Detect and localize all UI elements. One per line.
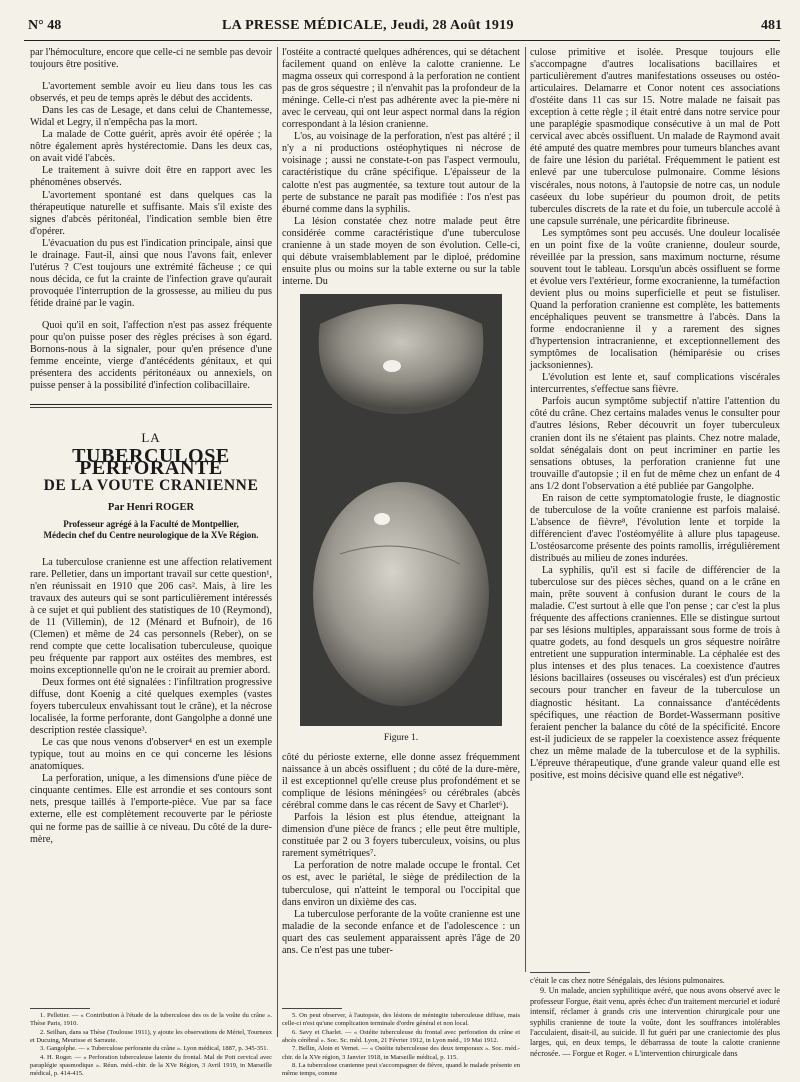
- article-title: TUBERCULOSE PERFORANTE: [72, 445, 230, 480]
- paragraph: Les symptômes sont peu accusés. Une douleur localisée en un point fixe de la voûte cranienne, douleur sourde, réveillée par la pression, sans maximum nocturne, résume souvent tout le tableau. Lorsqu'un abcès ossifluent se forme et évolue vers l'extérieur, forme exocranienne, la tuméfaction devient plus ou moins superficielle et peut se fistuliser. Quand la perforation cranienne est complète, les battements encéphaliques peuvent se transmettre à l'abcès. Dans la forme endocranienne il y a rarement des signes d'hypertension intracranienne, et exceptionnellement des symptômes de localisation (hémiparésie ou crises jacksoniennes).: [530, 227, 780, 372]
- paragraph: Le cas que nous venons d'observer⁴ en est un exemple typique, tout au moins en ce qui concerne les lésions anatomiques.: [30, 737, 272, 773]
- paragraph: Parfois la lésion est plus étendue, atteignant la dimension d'une pièce de francs ; elle peut être multiple, constituée par 2 ou 3 foyers tuberculeux, voisins, ou plus rarement symétriques⁷.: [282, 812, 520, 860]
- page-header: [22, 18, 792, 38]
- paragraph: L'avortement semble avoir eu lieu dans tous les cas observés, et peu de temps après le début des accidents.: [30, 81, 272, 105]
- author-affiliation: [30, 519, 272, 541]
- column-3: [530, 47, 780, 782]
- section-rule: [30, 407, 272, 408]
- footnote: 7. Bellin, Aloin et Vernet. — « Ostéite tuberculeuse des deux temporaux ». Soc. méd.-chir. de la XVe région, 3 Janvier 1918, in Marseille médical, p. 115.: [282, 1045, 520, 1061]
- footnote: 1. Pelletier. — « Contribution à l'étude de la tuberculose des os de la voûte du crâne ». Thèse Paris, 1910.: [30, 1012, 272, 1028]
- footnote: 3. Gangolphe. — « Tuberculose perforante du crâne ». Lyon médical, 1887, p. 345-351.: [40, 1045, 269, 1053]
- footnote: c'était le cas chez notre Sénégalais, des lésions pulmonaires.: [530, 976, 725, 985]
- paragraph: Dans les cas de Lesage, et dans celui de Chantemesse, Widal et Legry, il n'empêcha pas la mort.: [30, 105, 272, 129]
- issue-number: N° 48: [28, 18, 62, 33]
- figure-caption: Figure 1.: [383, 732, 419, 743]
- paragraph: L'évacuation du pus est l'indication principale, ainsi que le drainage. Faut-il, ainsi que nous l'avons fait, enlever l'utérus ? C'est toujours une extrémité fâcheuse ; ce qui nous décida, ce fut la crainte de l'infection grave qu'aurait provoquée l'interruption de la grossesse, au milieu du pus fétide drainé par le vagin.: [30, 237, 272, 309]
- footnotes-column-2: [282, 1012, 520, 1079]
- paragraph: Quoi qu'il en soit, l'affection n'est pas assez fréquente pour qu'on puisse poser des règles précises à son égard. Bornons-nous à la signaler, pour qu'en présence d'une femme enceinte, vierge d'antécédents génitaux, et qui présentera des accidents péritonéaux ou annexiels, on puisse penser à la possibilité d'infection colibacillaire.: [30, 319, 272, 392]
- footnote: 9. Un malade, ancien syphilitique avéré, que nous avons observé avec le professeur Forgue, était venu, après échec d'un traitement mercuriel et ioduré intensif, réclamer à grands cris une intervention chirurgicale pour une syphilis cranienne de toute la voûte, dont les souffrances intolérables l'acculaient, disait-il, au suicide. Il fut guéri par une craniectomie des plus larges, qui, en deux temps, le débarrassa de toute la calotte cranienne nécrosée. — Forgue et Roger. « L'intervention chirurgicale dans: [530, 986, 780, 1058]
- footnote-rule: [282, 1008, 342, 1009]
- skull-image: [300, 294, 502, 726]
- paragraph: La syphilis, qu'il est si facile de différencier de la tuberculose sur des pièces sèches, quand on a le crâne en main, prête souvent à confusion durant le cours de la maladie. C'est surtout à elle que l'on pense ; car c'est la plus fréquente des affections craniennes. Elle se distingue surtout par ses lésions multiples, apparaissant sous forme de trois à quatre godets, au fond desquels un gros séquestre noirâtre entretient une suppuration interminable. La céphalée est des plus intenses et des plus tenaces. La coexistence d'autres lésions bacillaires (osseuses ou viscérales) est d'un précieux secours pour trancher en faveur de la tuberculose un diagnostic hésitant. La connaissance d'antécédents spécifiques, une réaction de Bordet-Wassermann positive feraient pencher la balance du côté de la spécificité. Encore est-il judicieux de se rappeler la coexistence assez fréquente chez un même malade de la tuberculose et de la syphilis. L'épreuve thérapeutique, d'une grande valeur quand elle est positive, est moins décisive quand elle est négative⁹.: [530, 565, 780, 781]
- affiliation-line: Professeur agrégé à la Faculté de Montpellier,: [63, 518, 239, 529]
- footnotes-column-1: [30, 1012, 272, 1079]
- article-subtitle: DE LA VOUTE CRANIENNE: [43, 477, 259, 495]
- page-number: 481: [761, 18, 782, 33]
- paragraph: l'ostéite a contracté quelques adhérences, qui se détachent facilement quand on enlève la calotte cranienne. Le magma osseux qui correspond à la perforation ne contient pas de gros séquestre ; il n'envahit pas la profondeur de la méninge. Celle-ci n'est pas adhérente avec la pie-mère ni avec le cerveau, qui ont leur aspect normal dans la région correspondant à la lésion cranienne.: [282, 47, 520, 131]
- column-2: [282, 47, 520, 957]
- paragraph: En raison de cette symptomatologie fruste, le diagnostic de tuberculose de la voûte cranienne est parfois malaisé. L'absence de fièvre⁸, l'évolution lente et torpide la différencient d'avec l'ostéomyélite à allure plus tapageuse. L'ostéosarcome présente des points ramollis, irrégulièrement distribués au milieu de zones indurées.: [530, 492, 780, 564]
- paragraph: La tuberculose cranienne est une affection relativement rare. Pelletier, dans un important travail sur cette question¹, n'en réunissait en 1910 que 206 cas². Mais, à lire les travaux des auteurs qui se sont particulièrement intéressés à ce sujet et qui publient des statistiques de 10 (Reymond), de 11 (Villemin), de 12 (Ménard et Bufnoir), de 16 (Clemen) et même de 24 cas personnels (Reber), on se rend compte que cette localisation tuberculeuse, quoique peu fréquente par rapport aux ostéites des membres, est moins exceptionnelle qu'on ne le croirait au premier abord.: [30, 556, 272, 676]
- footnote: 4. H. Roger. — « Perforation tuberculeuse latente du frontal. Mal de Pott cervical avec paraplégie spasmodique ». Réun. méd.-chir. de la XVe Région, 3 Avril 1919, in Marseille médical, p. 414-415.: [30, 1053, 272, 1078]
- article-heading: [30, 432, 272, 540]
- paragraph: culose primitive et isolée. Presque toujours elle s'accompagne d'autres localisations bacillaires et particulièrement d'autres manifestations osseuses ou ostéo-articulaires. Delamarre et Conor notent ces associations d'ostéite dans 11 cas sur 15. Notre malade ne faisait pas exception à cette règle ; il était entré dans notre service pour une paraplégie spasmodique consécutive à un mal de Pott cervical avec abcès ossifluent. Un malade de Raymond avait été amputé des quatre membres pour tumeurs blanches avant de faire une lésion du pariétal. Fréquemment le patient est enlevé par une tuberculose pulmonaire. Comme lésions viscérales, nous notons, à l'autopsie de notre cas, un nodule caséeux du lobe supérieur du poumon droit, de petits tubercules discrets de la rate et du foie, un tubercule accolé à une capsule surrénale, une péricardite fibrineuse.: [530, 47, 780, 227]
- paragraph: La lésion constatée chez notre malade peut être considérée comme caractéristique d'une tuberculose cranienne à un stade moyen de son évolution. Celle-ci, qui débute vraisemblablement par le diploé, prédomine ensuite plus ou moins sur la table externe ou sur la table interne. Du: [282, 215, 520, 287]
- skull-photograph: [300, 294, 502, 726]
- section-rule: [30, 404, 272, 405]
- paragraph: par l'hémoculture, encore que celle-ci ne semble pas devoir toujours être positive.: [30, 47, 272, 71]
- paragraph: L'avortement spontané est dans quelques cas la thérapeutique naturelle et suffisante. Mais s'il existe des signes d'abcès péritonéal, l'indication semble bien être d'opérer.: [30, 189, 272, 237]
- footnote: 2. Seilhan, dans sa Thèse (Toulouse 1911), y ajoute les observations de Mériel, Tourneux et Ducuing, Meurisse et Sarraute.: [30, 1028, 272, 1044]
- article-byline: Par Henri ROGER: [107, 502, 195, 514]
- paragraph: côté du périoste externe, elle donne assez fréquemment naissance à un abcès ossifluent ; du côté de la dure-mère, il est exceptionnel qu'elle creuse plus profondément et se complique de lésions méningées⁵ ou cérébrales (abcès cérébral comme dans le cas récent de Savy et Charlet⁶).: [282, 751, 520, 812]
- paragraph: La malade de Cotte guérit, après avoir été opérée ; la nôtre également après hystérectomie. Dans les deux cas, on avait vidé l'abcès.: [30, 129, 272, 165]
- column-1: [30, 47, 272, 846]
- footnote: 6. Savy et Charlet. — « Ostéite tuberculeuse du frontal avec perforation du crâne et abcès cérébral ». Soc. Sc. méd. Lyon, 21 Février 1912, in Lyon méd., 19 Mai 1912.: [282, 1028, 520, 1044]
- figure: [282, 294, 520, 744]
- article-prefix: LA: [141, 430, 161, 446]
- affiliation-line: Médecin chef du Centre neurologique de la XVe Région.: [43, 529, 259, 540]
- paragraph: La perforation de notre malade occupe le frontal. Cet os est, avec le pariétal, le siège de prédilection de la tuberculose, qui n'atteint le temporal ou l'occipital que dans environ un dixième des cas.: [282, 860, 520, 908]
- footnote-rule: [530, 972, 590, 973]
- footnote: 5. On peut observer, à l'autopsie, des lésions de méningite tuberculeuse diffuse, mais celle-ci n'est qu'une complication terminale d'ordre général et non local.: [282, 1012, 520, 1028]
- paragraph: Deux formes ont été signalées : l'infiltration progressive diffuse, dont Koenig a cité quelques exemples (vastes foyers tuberculeux envahissant tout le crâne), et la nécrose localisée, la forme perforante, dont Gangolphe a donné une description restée classique³.: [30, 676, 272, 737]
- paragraph: La tuberculose perforante de la voûte cranienne est une maladie de la seconde enfance et de l'adolescence : un quart des cas seulement apparaissent après l'âge de 20 ans. Ce n'est pas une tuber-: [282, 908, 520, 956]
- paragraph: L'os, au voisinage de la perforation, n'est pas altéré ; il n'y a ni productions ostéophytiques ni nécrose de voisinage ; aussi ne constate-t-on pas l'aspect vermoulu, caractéristique du crâne spécifique. L'épaisseur de la calotte n'est pas augmentée, sa texture tout autour de la perte de substance ne paraît pas modifiée : l'os n'est pas éburné comme dans la syphilis.: [282, 131, 520, 215]
- footnote-rule: [30, 1008, 90, 1009]
- column-divider: [525, 47, 526, 972]
- column-divider: [277, 47, 278, 1037]
- paragraph: La perforation, unique, a les dimensions d'une pièce de cinquante centimes. Elle est arrondie et ses contours sont nets, presque taillés à l'emporte-pièce. Vue par sa face externe, elle est complètement recouverte par le périoste qui ne forme pas de saillie à ce niveau. Du côté de la dure-mère,: [30, 773, 272, 845]
- paragraph: L'évolution est lente et, sauf complications viscérales intercurrentes, s'effectue sans fièvre.: [530, 372, 780, 396]
- paragraph: Le traitement à suivre doit être en rapport avec les phénomènes observés.: [30, 165, 272, 189]
- journal-title: LA PRESSE MÉDICALE, Jeudi, 28 Août 1919: [222, 18, 514, 33]
- paragraph: Parfois aucun symptôme subjectif n'attire l'attention du côté du crâne. Chez certains malades venus le consulter pour d'autres lésions, Reber découvrit un foyer tuberculeux cranien dont ils ne s'étaient pas plaints. Chez notre malade, soldat sénégalais dont on peut incriminer en partie les sensations obtuses, la perforation cranienne fut une trouvaille d'autopsie ; il en fut de même chez un enfant de 4 ans 1/2 dont l'observation a été publiée par Gangolphe.: [530, 396, 780, 492]
- footnotes-column-3: [530, 976, 780, 1059]
- footnote: 8. La tuberculose cranienne peut s'accompagner de fièvre, quand le malade présente en même temps, comme: [282, 1061, 520, 1078]
- header-rule: [24, 40, 780, 41]
